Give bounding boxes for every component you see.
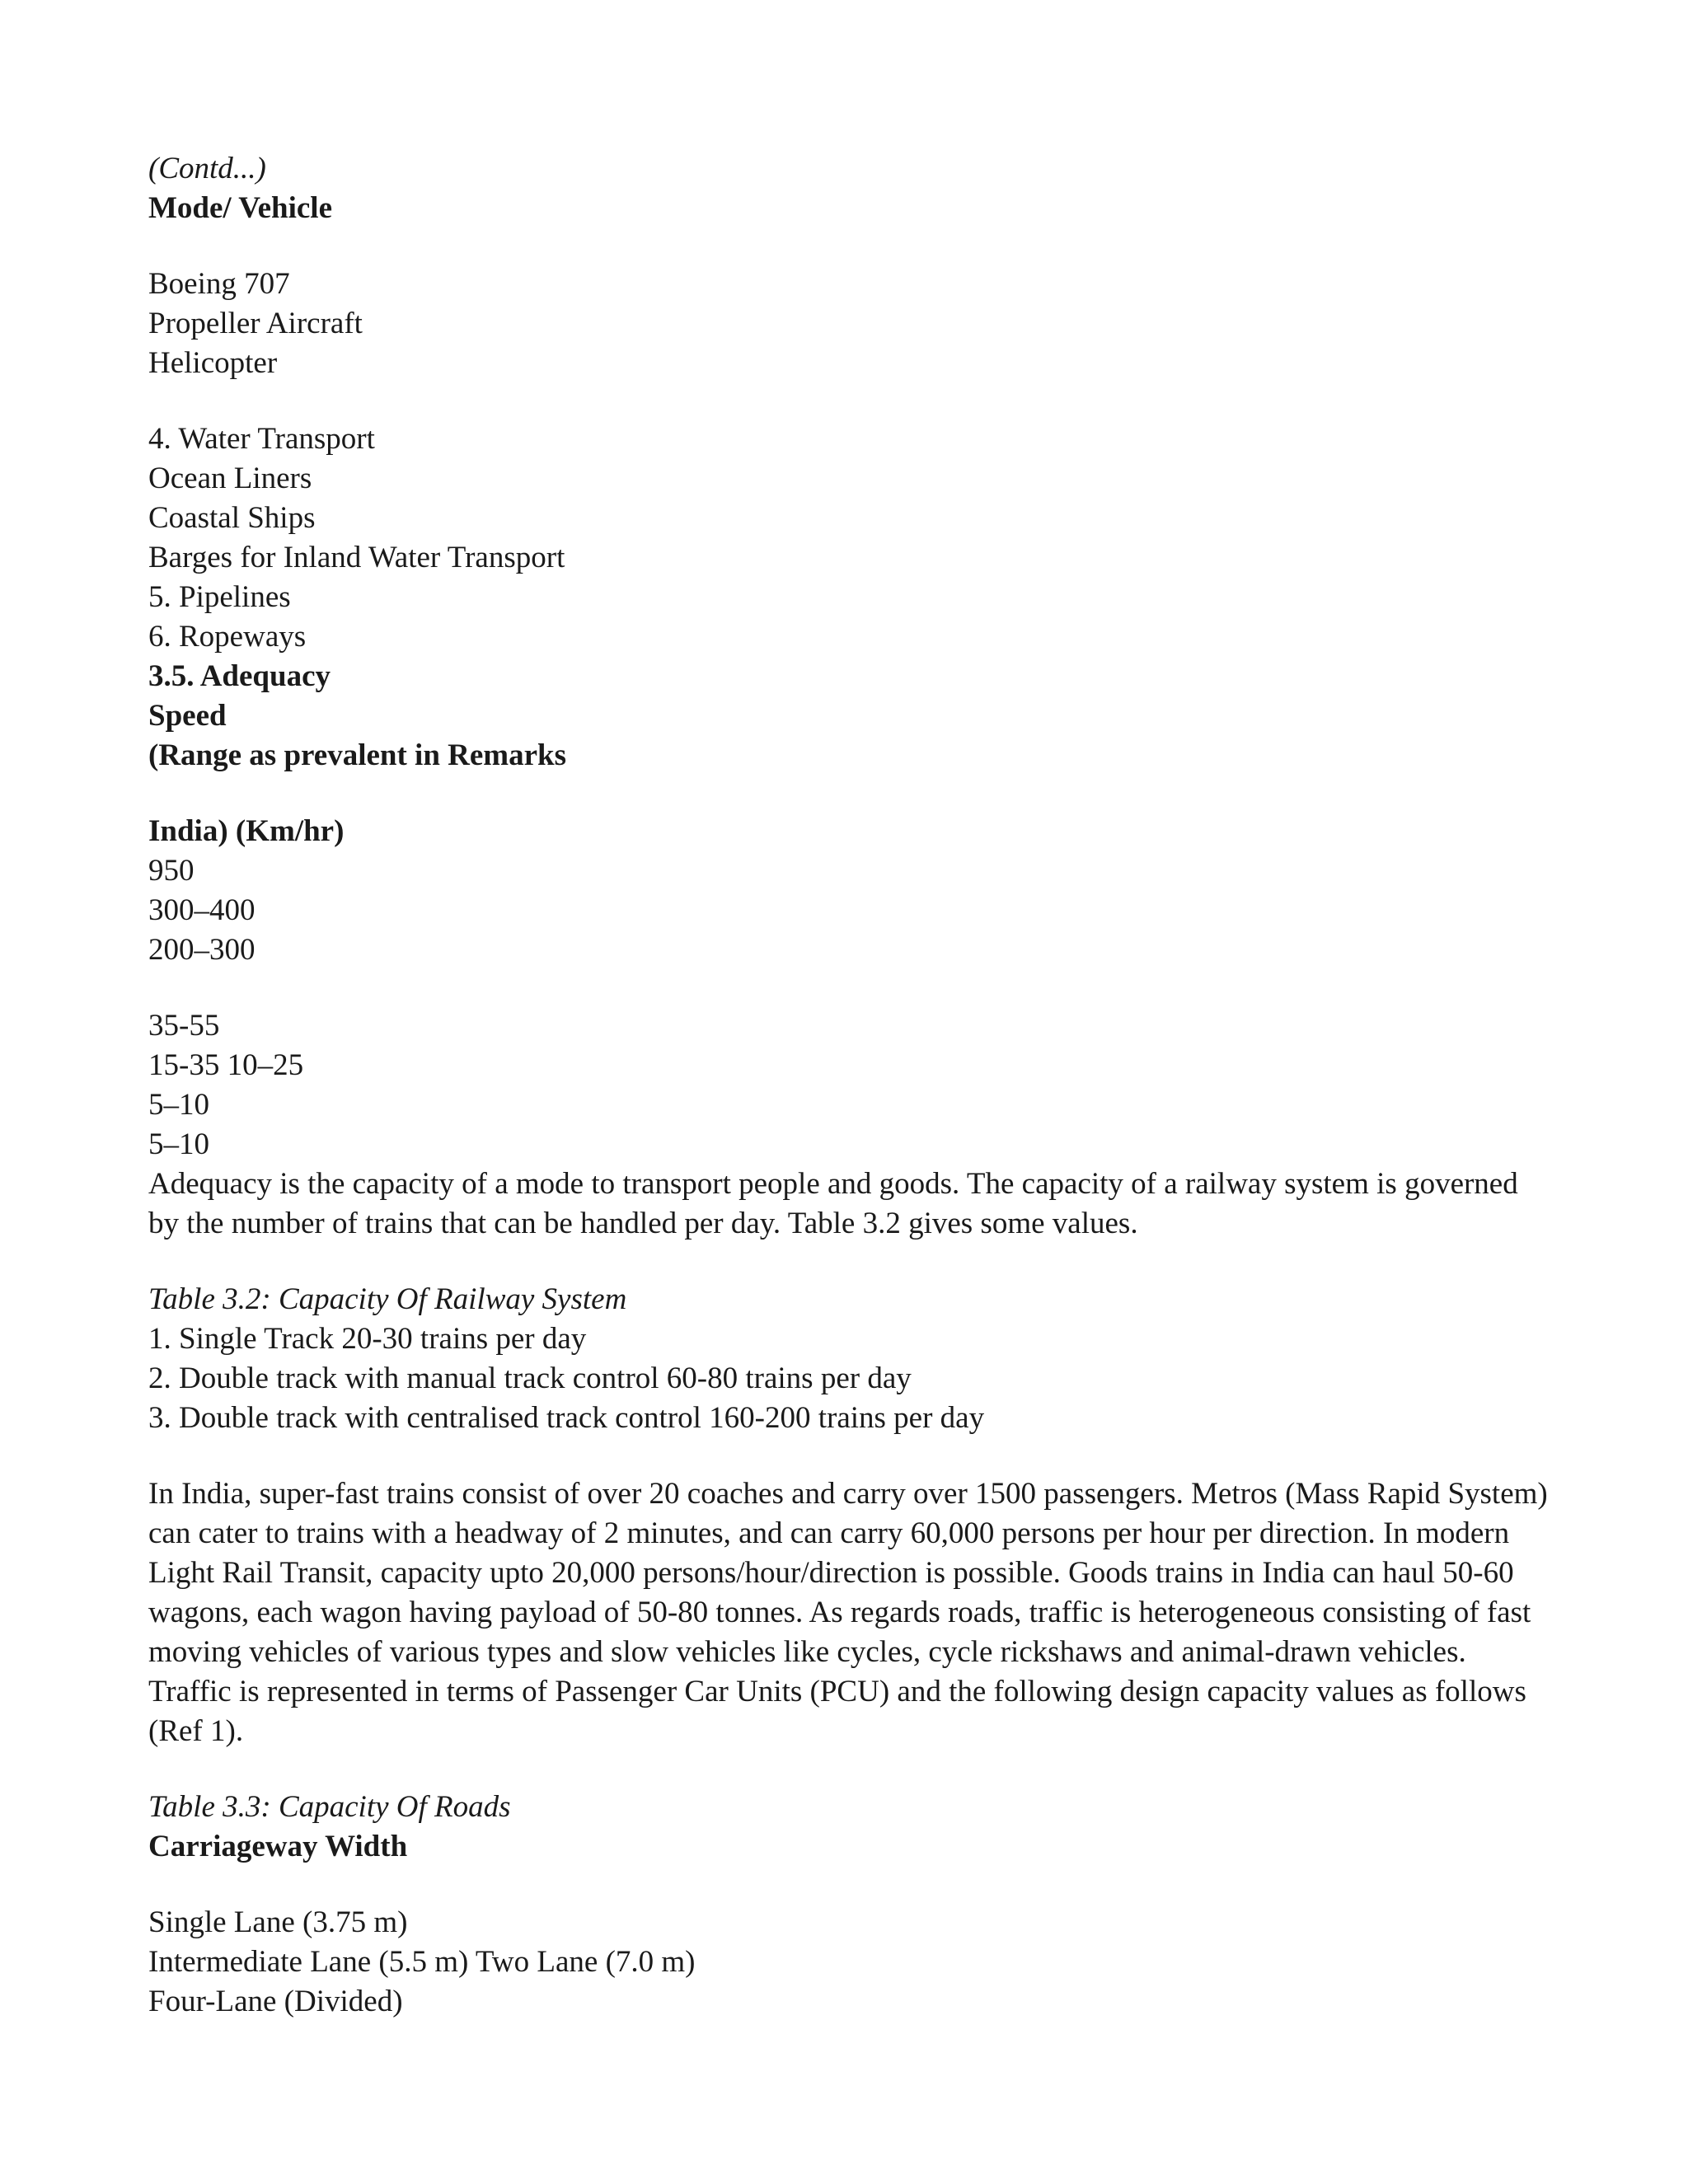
spacer — [148, 1751, 1550, 1788]
speed-heading: Speed — [148, 699, 227, 733]
speed-value: 15-35 10–25 — [148, 1048, 304, 1082]
speed-value: 200–300 — [148, 933, 256, 967]
table-row: Four-Lane (Divided) — [148, 1985, 403, 2018]
range-heading: (Range as prevalent in Remarks — [148, 738, 567, 772]
table-3-3-caption: Table 3.3: Capacity Of Roads — [148, 1790, 511, 1824]
list-item: Coastal Ships — [148, 501, 316, 535]
list-item: Boeing 707 — [148, 267, 290, 301]
list-item: Barges for Inland Water Transport — [148, 541, 565, 574]
section-heading: 3.5. Adequacy — [148, 659, 331, 693]
india-capacity-paragraph: In India, super-fast trains consist of over 20 coaches and carry over 1500 passengers. Metros (Mass Rapid System) can cater to trains with a headway of 2 minutes, and can carry 60,000 persons per hour per direction. In modern Light Rail Transit, capacity upto 20,000 persons/hour/direction is possible. Goods trains in India can haul 50-60 wagons, each wagon having payload of 50-80 tonnes. As regards roads, traffic is heterogeneous consisting of fast moving vehicles of various types and slow vehicles like cycles, cycle rickshaws and animal-drawn vehicles. Traffic is represented in terms of Passenger Car Units (PCU) and the following design capacity values as follows (Ref 1). — [148, 1477, 1548, 1748]
spacer — [148, 383, 1550, 419]
water-modes-list — [148, 459, 1550, 578]
contd-label: (Contd...) — [148, 152, 266, 185]
speed-value: 5–10 — [148, 1127, 209, 1161]
table-row: 3. Double track with centralised track control 160-200 trains per day — [148, 1401, 985, 1435]
list-item: Helicopter — [148, 346, 278, 380]
table-row: 1. Single Track 20-30 trains per day — [148, 1322, 587, 1356]
spacer — [148, 970, 1550, 1006]
spacer — [148, 1438, 1550, 1474]
spacer — [148, 1867, 1550, 1903]
table-3-2-rows — [148, 1319, 1550, 1438]
table-row: Intermediate Lane (5.5 m) Two Lane (7.0 m) — [148, 1945, 696, 1979]
list-item: Propeller Aircraft — [148, 307, 363, 340]
water-speeds-list — [148, 1006, 1550, 1165]
adequacy-paragraph: Adequacy is the capacity of a mode to transport people and goods. The capacity of a railway system is governed by the number of trains that can be handled per day. Table 3.2 gives some values. — [148, 1167, 1518, 1240]
table-3-2-caption: Table 3.2: Capacity Of Railway System — [148, 1282, 627, 1316]
india-kmhr-heading: India) (Km/hr) — [148, 814, 345, 848]
speed-value: 5–10 — [148, 1088, 209, 1122]
water-transport-heading: 4. Water Transport — [148, 422, 375, 456]
spacer — [148, 1244, 1550, 1280]
table-row: 2. Double track with manual track control 60-80 trains per day — [148, 1361, 912, 1395]
carriageway-width-heading: Carriageway Width — [148, 1830, 408, 1863]
air-modes-list — [148, 265, 1550, 383]
air-speeds-list — [148, 851, 1550, 970]
ropeways-item: 6. Ropeways — [148, 620, 307, 654]
table-row: Single Lane (3.75 m) — [148, 1905, 408, 1939]
list-item: Ocean Liners — [148, 462, 312, 495]
mode-vehicle-heading: Mode/ Vehicle — [148, 191, 333, 225]
table-3-3-rows — [148, 1903, 1550, 2022]
speed-value: 300–400 — [148, 893, 256, 927]
spacer — [148, 228, 1550, 265]
speed-value: 950 — [148, 854, 195, 888]
pipelines-item: 5. Pipelines — [148, 580, 291, 614]
speed-value: 35-55 — [148, 1009, 220, 1043]
document-page — [148, 149, 1550, 2022]
spacer — [148, 776, 1550, 812]
